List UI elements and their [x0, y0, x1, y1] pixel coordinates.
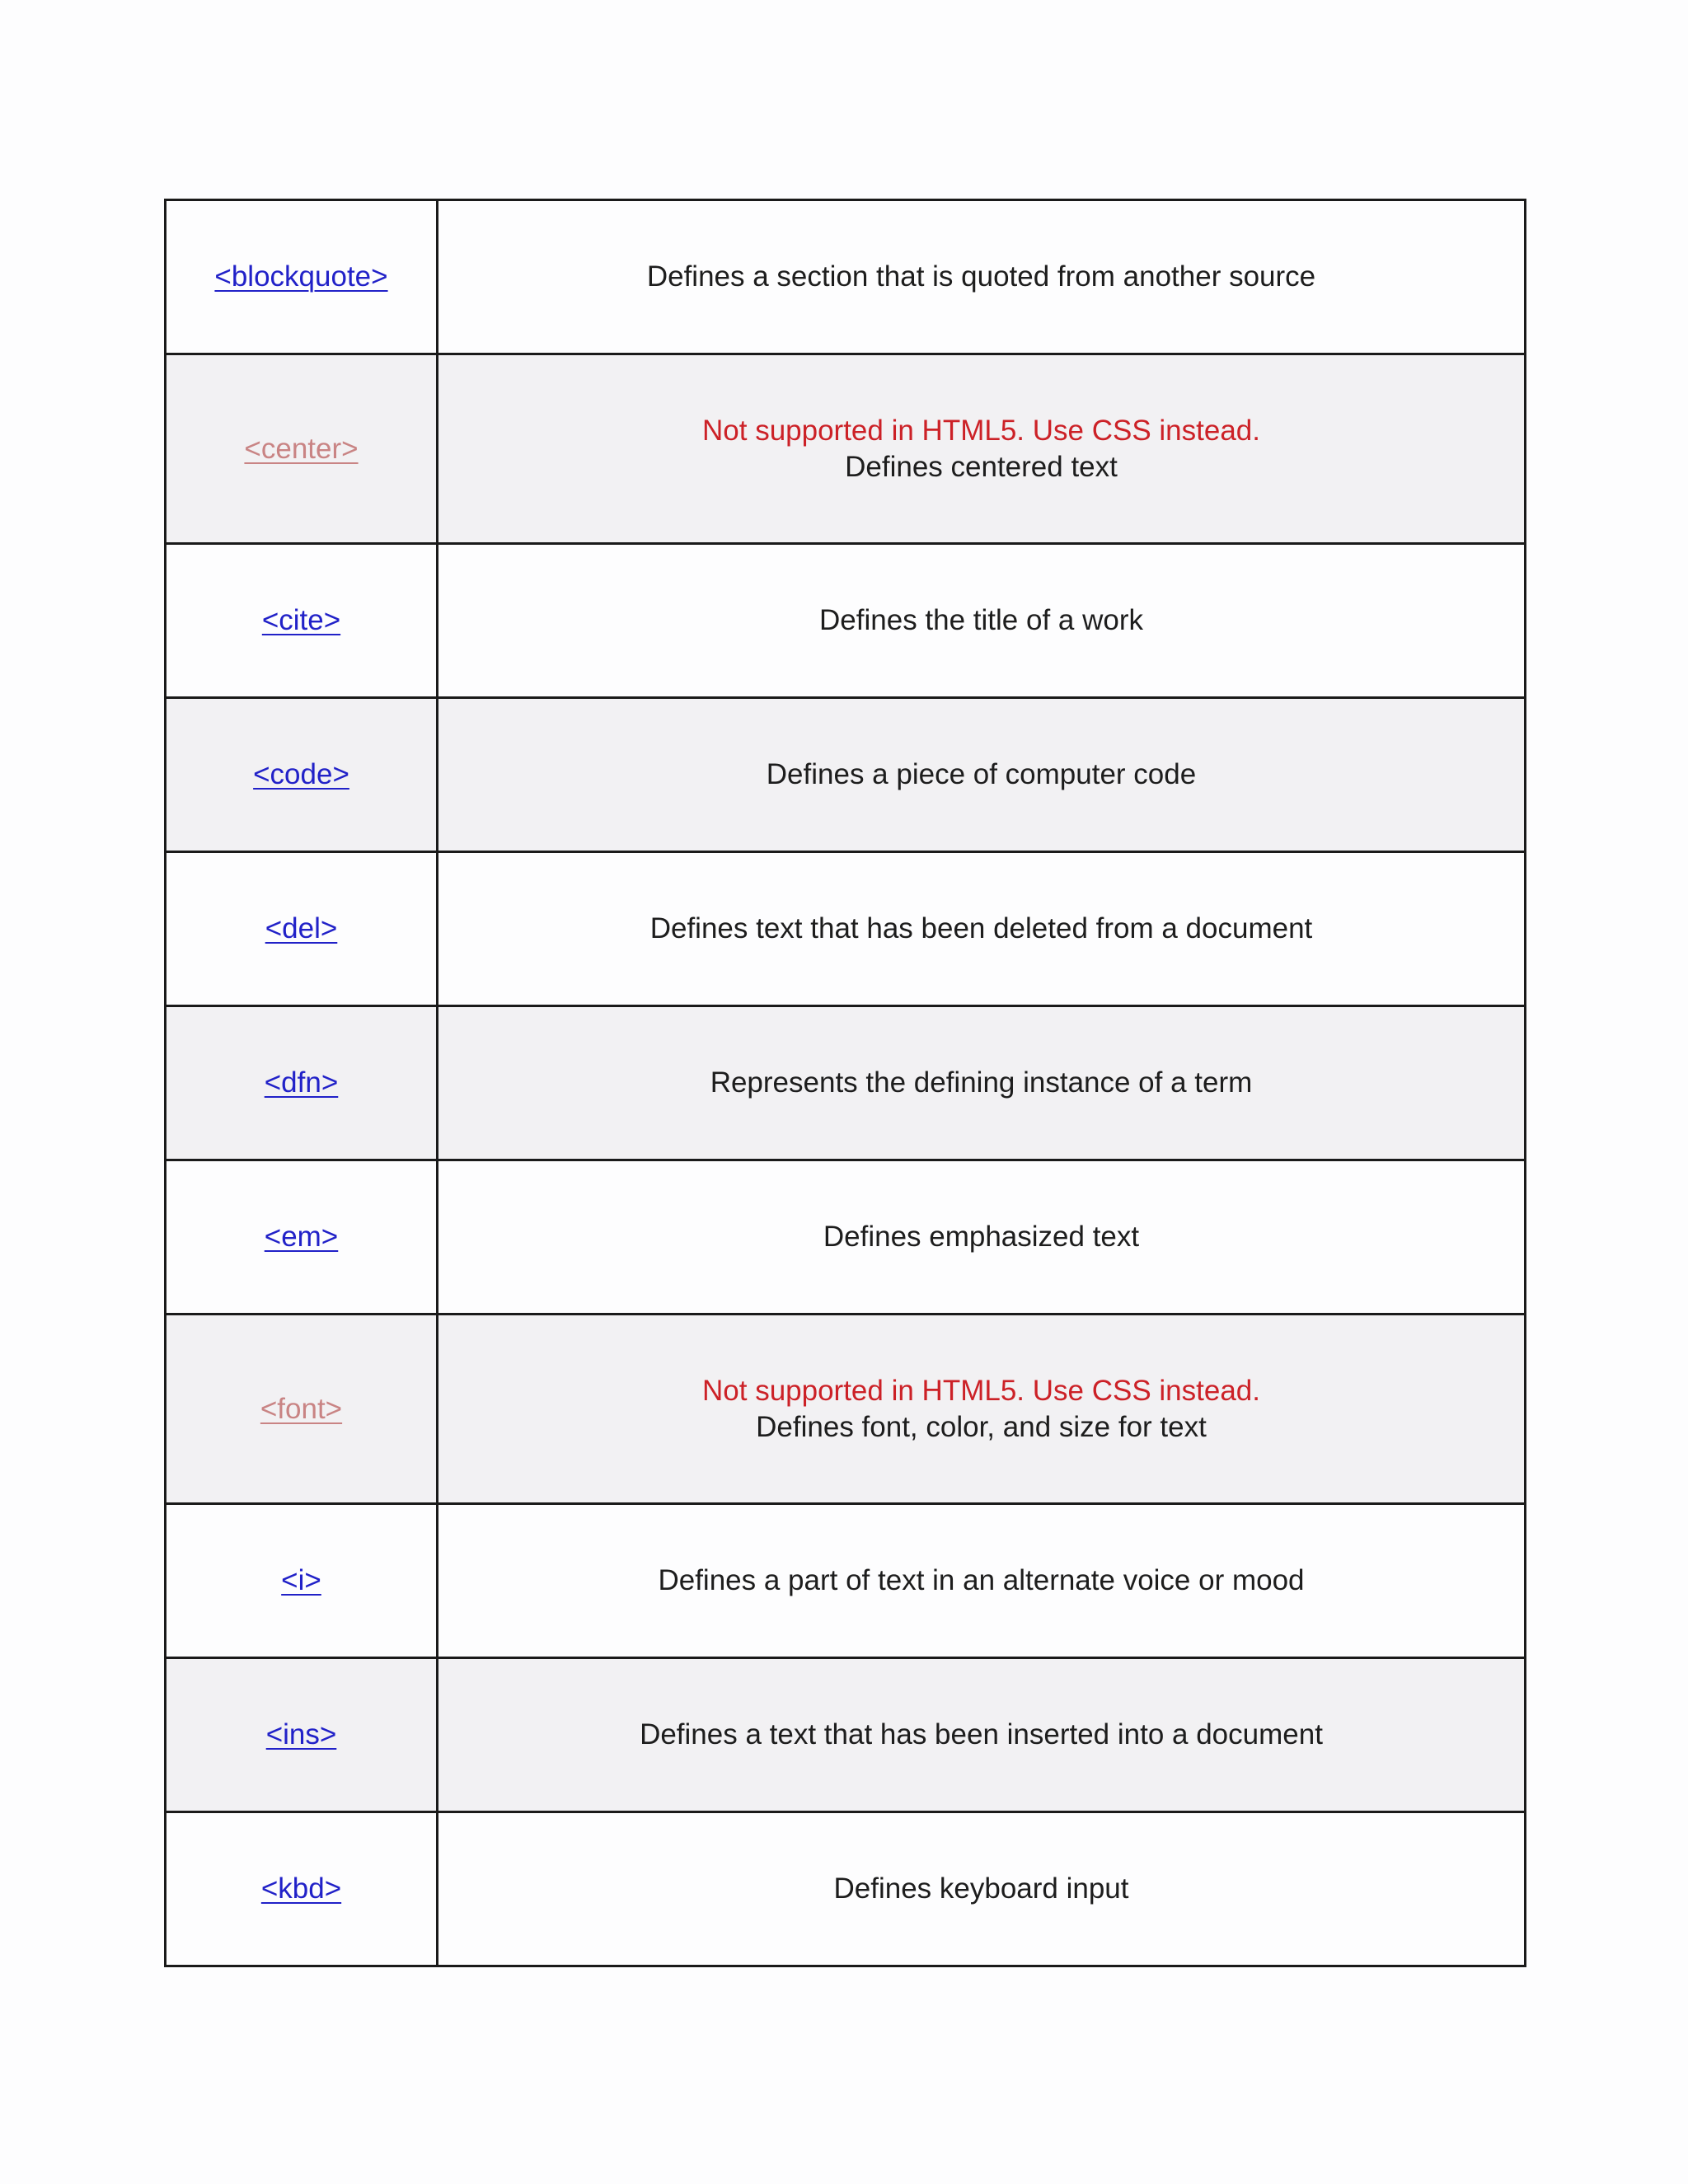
tag-description: Defines a section that is quoted from another source [646, 260, 1316, 293]
html-tag-table [164, 199, 1526, 1967]
tag-link-font[interactable]: <font> [260, 1392, 343, 1425]
tag-description: Defines the title of a work [819, 604, 1143, 636]
tag-description: Defines font, color, and size for text [756, 1410, 1207, 1443]
deprecation-warning: Not supported in HTML5. Use CSS instead. [702, 414, 1260, 447]
description-cell [438, 354, 1526, 544]
tag-cell [166, 1315, 438, 1504]
tag-link-dfn[interactable]: <dfn> [264, 1066, 339, 1099]
table-row [166, 544, 1526, 698]
tag-description: Defines emphasized text [823, 1221, 1140, 1253]
table-row [166, 200, 1526, 354]
tag-link-i[interactable]: <i> [281, 1564, 321, 1596]
table-row [166, 1658, 1526, 1812]
tag-cell [166, 1504, 438, 1658]
tag-cell [166, 1658, 438, 1812]
tag-cell [166, 1160, 438, 1315]
description-cell [438, 1812, 1526, 1966]
table-row [166, 1504, 1526, 1658]
description-cell [438, 852, 1526, 1006]
description-cell [438, 1315, 1526, 1504]
tag-cell [166, 354, 438, 544]
tag-link-code[interactable]: <code> [253, 758, 349, 790]
description-cell [438, 1504, 1526, 1658]
tag-cell [166, 698, 438, 852]
description-cell [438, 1160, 1526, 1315]
tag-cell [166, 1006, 438, 1160]
table-row [166, 1160, 1526, 1315]
description-cell [438, 698, 1526, 852]
tag-cell [166, 852, 438, 1006]
tag-description: Defines a piece of computer code [766, 758, 1197, 790]
tag-description: Defines a text that has been inserted into a document [640, 1718, 1323, 1750]
tag-description: Represents the defining instance of a term [710, 1066, 1253, 1099]
tag-link-ins[interactable]: <ins> [265, 1718, 337, 1750]
table-row [166, 1006, 1526, 1160]
table-row [166, 852, 1526, 1006]
description-cell [438, 1006, 1526, 1160]
tag-link-em[interactable]: <em> [264, 1221, 339, 1253]
table-row [166, 1315, 1526, 1504]
tag-description: Defines keyboard input [833, 1872, 1129, 1905]
table-row [166, 354, 1526, 544]
tag-cell [166, 1812, 438, 1966]
tag-link-center[interactable]: <center> [244, 432, 359, 465]
table-row [166, 1812, 1526, 1966]
tag-link-del[interactable]: <del> [265, 912, 338, 944]
tag-link-blockquote[interactable]: <blockquote> [214, 260, 388, 293]
description-cell [438, 200, 1526, 354]
tag-link-kbd[interactable]: <kbd> [260, 1872, 342, 1905]
table-row [166, 698, 1526, 852]
description-cell [438, 1658, 1526, 1812]
deprecation-warning: Not supported in HTML5. Use CSS instead. [702, 1374, 1260, 1407]
description-cell [438, 544, 1526, 698]
tag-description: Defines a part of text in an alternate voice or mood [658, 1564, 1305, 1596]
tag-description: Defines text that has been deleted from a document [649, 912, 1313, 944]
tag-cell [166, 544, 438, 698]
tag-description: Defines centered text [845, 450, 1118, 483]
tag-link-cite[interactable]: <cite> [261, 604, 341, 636]
tag-cell [166, 200, 438, 354]
